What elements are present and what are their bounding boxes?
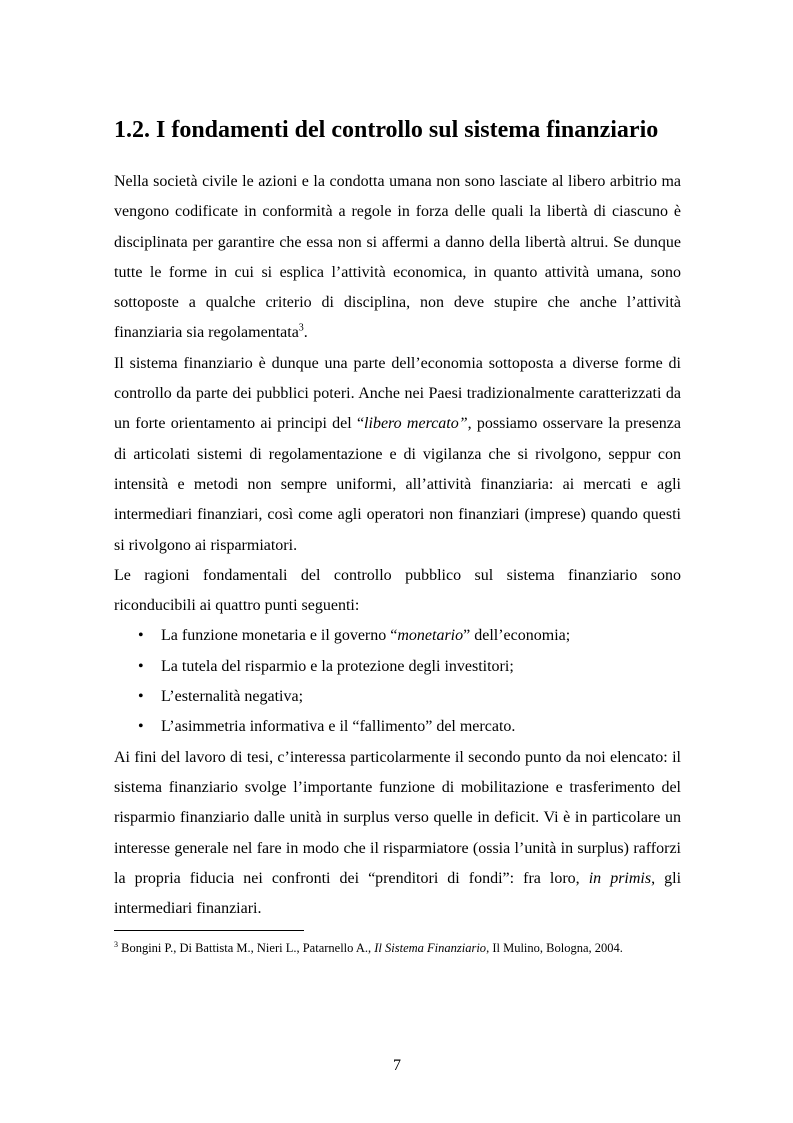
footnote-divider [114,930,304,931]
footnote-text-b: , Il Mulino, Bologna, 2004. [486,941,623,955]
list-item [114,712,681,742]
bullet-4-text: L’asimmetria informativa e il “fallimento” del mercato. [161,718,516,736]
bullet-icon: • [138,688,144,706]
bullet-list [114,621,681,742]
body-text [114,167,681,924]
bullet-1-italic: monetario [397,627,464,645]
footnote-number: 3 [114,939,118,949]
list-item [114,682,681,712]
bullet-icon: • [138,718,144,736]
paragraph-1 [114,167,681,349]
bullet-2-text: La tutela del risparmio e la protezione degli investitori; [161,657,514,675]
paragraph-4-text-b: , gli intermediari finanziari. [114,869,682,918]
bullet-icon: • [138,627,144,645]
paragraph-2-italic: libero mercato” [364,415,468,433]
bullet-icon: • [138,657,144,675]
footnote-reference[interactable]: 3 [298,323,304,335]
paragraph-4-text-a: Ai fini del lavoro di tesi, c’interessa particolarmente il secondo punto da noi elencato: il sistema finanziario svolge l’importante funzione di mobilitazione e trasferimento del risparmio finanziario dalle unità in surplus verso quelle in deficit. Vi è in particolare un interesse generale nel fare in modo che il risparmiatore (ossia l’unità in surplus) rafforzi la propria fiducia nei confronti dei “prenditori di fondi”: fra loro, [114,748,681,887]
paragraph-3: Le ragioni fondamentali del controllo pubblico sul sistema finanziario sono riconducibili ai quattro punti seguenti: [114,566,681,615]
list-item [114,621,681,651]
section-heading: 1.2. I fondamenti del controllo sul sistema finanziario [114,117,659,143]
paragraph-4-italic: in primis [588,869,652,887]
footnote-italic-title: Il Sistema Finanziario [374,941,487,955]
footnote [114,940,714,956]
bullet-3-text: L’esternalità negativa; [161,688,304,706]
paragraph-4 [114,743,681,925]
footnote-text-a: Bongini P., Di Battista M., Nieri L., Patarnello A., [118,941,375,955]
paragraph-2-text-a: Il sistema finanziario è dunque una parte dell’economia sottoposta a diverse forme di controllo da parte dei pubblici poteri. Anche nei Paesi tradizionalmente caratterizzati da un forte orientamento ai principi del “ [114,354,681,433]
paragraph-2 [114,349,681,561]
page-number: 7 [393,1057,401,1074]
paragraph-1-end: . [303,324,308,342]
bullet-1-text-b: ” dell’economia; [463,627,571,645]
paragraph-1-text: Nella società civile le azioni e la condotta umana non sono lasciate al libero arbitrio ma vengono codificate in conformità a regole in forza delle quali la libertà di ciascuno è disciplinata per garantire che essa non si affermi a danno della libertà altrui. Se dunque tutte le forme in cui si esplica l’attività economica, in quanto attività umana, sono sottoposte a qualche criterio di disciplina, non deve stupire che anche l’attività finanziaria sia regolamentata [114,173,681,342]
paragraph-2-text-b: , possiamo osservare la presenza di articolati sistemi di regolamentazione e di vigilanza che si rivolgono, seppur con intensità e metodi non sempre uniformi, all’attività finanziaria: ai mercati e agli intermediari finanziari, così come agli operatori non finanziari (imprese) quando questi si rivolgono ai risparmiatori. [114,415,682,554]
list-item [114,652,681,682]
bullet-1-text-a: La funzione monetaria e il governo “ [161,627,398,645]
